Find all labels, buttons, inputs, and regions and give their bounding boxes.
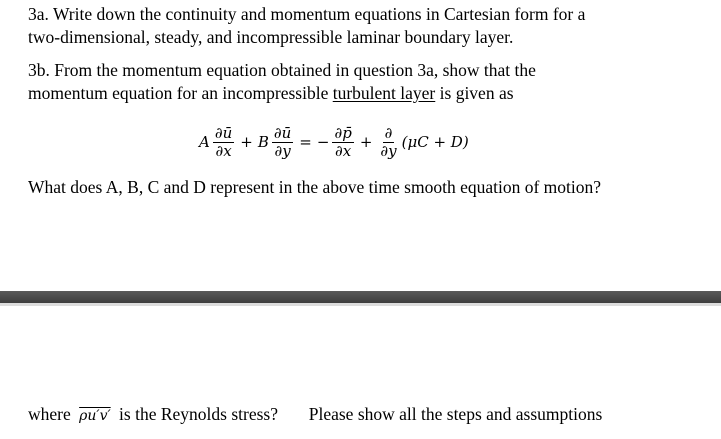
momentum-equation (198, 111, 470, 173)
section-divider-shadow (0, 303, 721, 306)
frac-dp-dx (332, 125, 353, 160)
coef-a: A (199, 133, 210, 151)
frac-du-dy (272, 125, 293, 160)
frac-dp-dx-den: ∂x (335, 141, 352, 160)
q3b-line-2-post: is given as (435, 83, 514, 103)
q3b-question: What does A, B, C and D represent in the above time smooth equation of motion? (28, 177, 602, 197)
plus-sign: + (240, 133, 253, 151)
frac-du-dy-den: ∂y (274, 141, 291, 160)
coef-b: B (257, 133, 269, 151)
equation-tail: (μC + D) (401, 133, 469, 151)
section-divider (0, 291, 721, 303)
plus-sign-2: + (359, 133, 373, 151)
frac-d-dy-num: ∂ (384, 123, 393, 142)
footer-instruction: Please show all the steps and assumptions (308, 404, 603, 424)
frac-du-dx (213, 125, 234, 160)
q3a-line-2: two-dimensional, steady, and incompressible laminar boundary layer. (28, 27, 514, 47)
reynolds-stress-symbol: ρu′v′ (79, 408, 111, 424)
frac-dp-dx-num: ∂p̄ (334, 123, 352, 142)
turbulent-layer-underlined: turbulent layer (332, 83, 436, 103)
footer-line (28, 403, 602, 427)
frac-du-dx-den: ∂x (215, 141, 232, 160)
q3b-line-1: 3b. From the momentum equation obtained in question 3a, show that the (28, 60, 536, 80)
frac-d-dy (378, 125, 398, 160)
equals-sign: = (299, 133, 312, 151)
footer-where: where (28, 404, 71, 424)
q3a-line-1: 3a. Write down the continuity and momentum equations in Cartesian form for a (28, 4, 586, 24)
frac-du-dx-num: ∂ū (214, 123, 233, 142)
footer-stress-text: is the Reynolds stress? (119, 404, 278, 424)
frac-du-dy-num: ∂ū (273, 123, 292, 142)
q3b-line-2-pre: momentum equation for an incompressible (28, 83, 333, 103)
q3b-line-2 (28, 82, 514, 104)
minus-sign: − (316, 133, 330, 151)
frac-d-dy-den: ∂y (380, 141, 397, 160)
